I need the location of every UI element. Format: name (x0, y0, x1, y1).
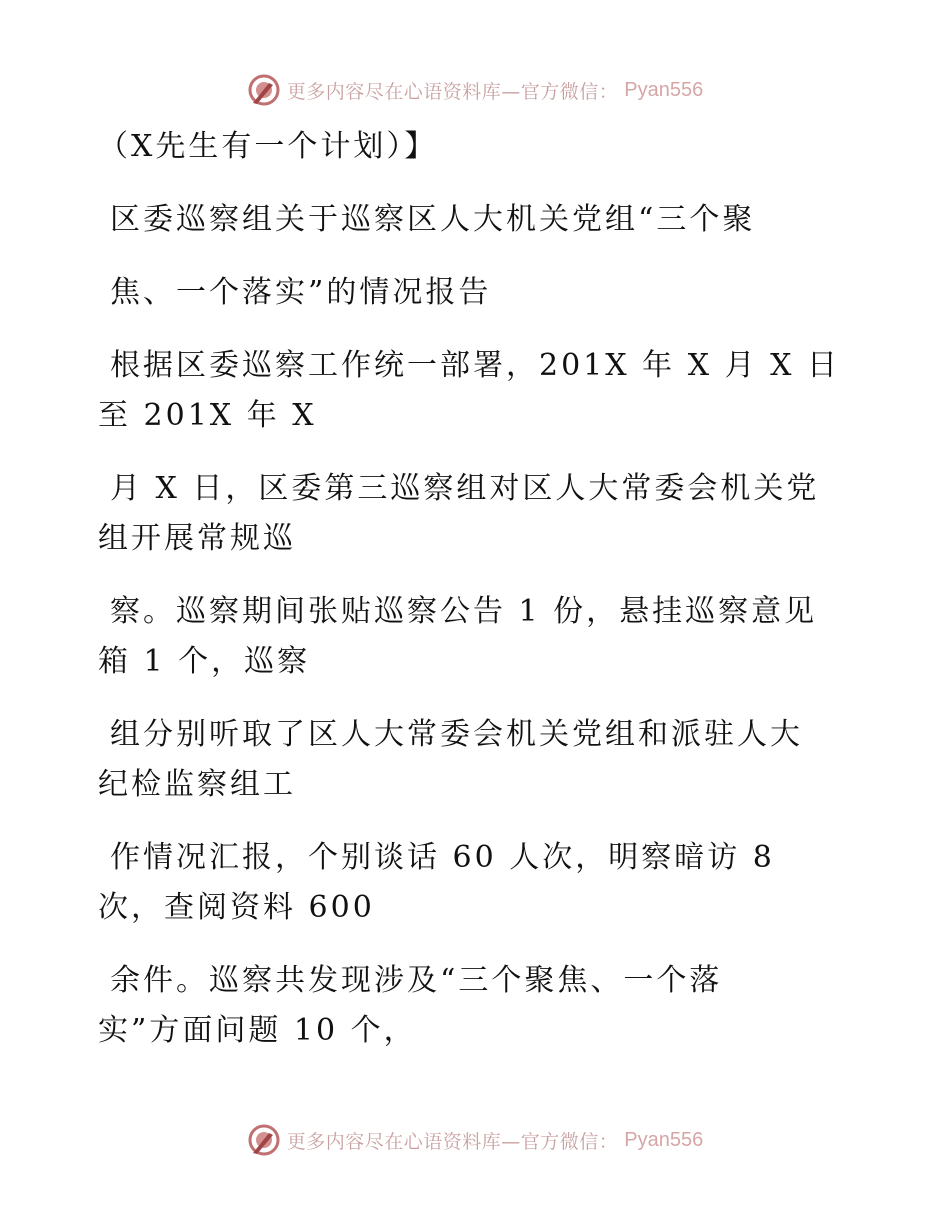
doc-line: （X先生有一个计划）】 (98, 129, 438, 164)
doc-line: 组分别听取了区人大常委会机关党组和派驻人大 (110, 717, 803, 752)
doc-title-line: 焦、一个落实”的情况报告 (110, 275, 492, 310)
doc-line: 次，查阅资料 600 (98, 890, 375, 925)
doc-line: 作情况汇报，个别谈话 60 人次，明察暗访 8 (110, 840, 775, 875)
footer-watermark (0, 1120, 950, 1160)
doc-line: 根据区委巡察工作统一部署，201X 年 X 月 X 日 (110, 348, 841, 383)
doc-line: 实”方面问题 10 个， (98, 1013, 417, 1048)
pen-seal-logo-icon (247, 73, 281, 107)
doc-title-line: 区委巡察组关于巡察区人大机关党组“三个聚 (110, 202, 756, 237)
pen-seal-logo-icon (247, 1123, 281, 1157)
doc-line: 察。巡察期间张贴巡察公告 1 份，悬挂巡察意见 (110, 594, 818, 629)
doc-line: 纪检监察组工 (98, 767, 296, 802)
doc-line: 至 201X 年 X (98, 398, 317, 433)
watermark-text: 更多内容尽在心语资料库—官方微信： (286, 80, 619, 103)
doc-line: 月 X 日，区委第三巡察组对区人大常委会机关党 (110, 471, 820, 506)
watermark-text: 更多内容尽在心语资料库—官方微信： (286, 1130, 619, 1153)
doc-line: 箱 1 个，巡察 (98, 644, 311, 679)
document-body (98, 122, 858, 1056)
watermark-handle: Pyan556 (624, 1128, 704, 1151)
doc-line: 组开展常规巡 (98, 521, 296, 556)
watermark-handle: Pyan556 (624, 78, 704, 101)
header-watermark (0, 70, 950, 110)
doc-line: 余件。巡察共发现涉及“三个聚焦、一个落 (110, 963, 723, 998)
